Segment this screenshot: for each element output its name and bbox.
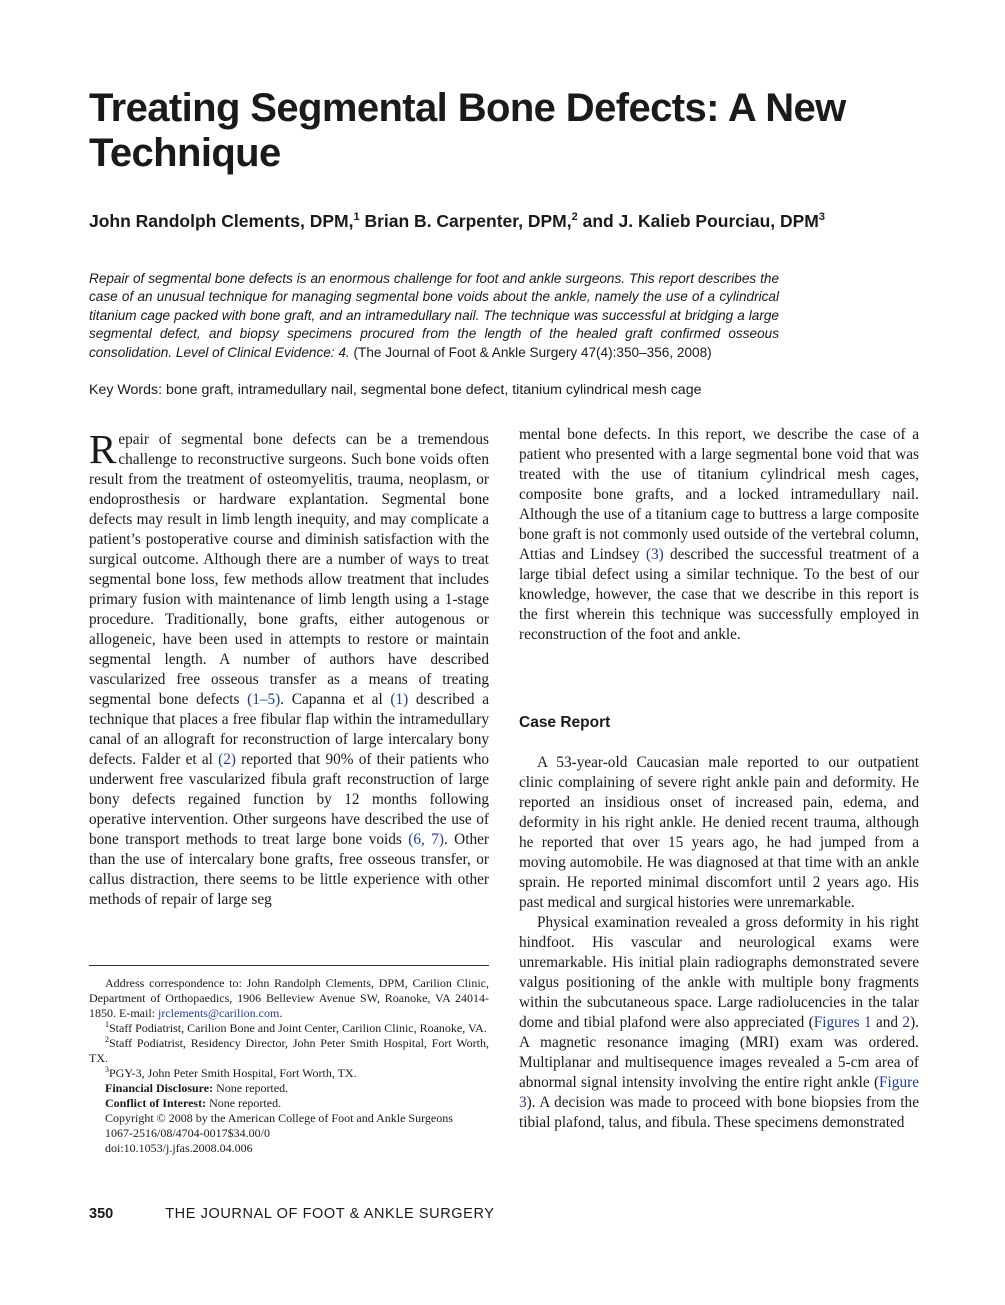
affiliation-mark: 3 [105, 1065, 109, 1074]
email-link[interactable]: jrclements@carilion.com [158, 1006, 280, 1020]
affiliation-text: Staff Podiatrist, Carilion Bone and Joint Center, Carilion Clinic, Roanoke, VA. [109, 1021, 487, 1035]
reference-link[interactable]: (2) [218, 751, 236, 768]
financial-disclosure-value: None reported. [213, 1081, 289, 1095]
footnotes [89, 976, 489, 1156]
abstract [89, 270, 779, 362]
author-name: John Randolph Clements, DPM, [89, 211, 354, 231]
affiliation-note [89, 1021, 489, 1036]
conflict-label: Conflict of Interest: [105, 1096, 207, 1110]
financial-disclosure-label: Financial Disclosure: [105, 1081, 214, 1095]
financial-disclosure [89, 1081, 489, 1096]
reference-link[interactable]: (1–5) [247, 691, 281, 708]
body-text: . Other than the use of intercalary bone grafts, free osseous transfer, or callus distraction, there seems to be little experience with other methods of repair of large seg [89, 831, 490, 908]
footnote-divider [89, 965, 489, 966]
intro-paragraph [89, 426, 490, 910]
reference-link[interactable]: 2 [902, 1014, 911, 1031]
affiliation-mark: 2 [105, 1035, 109, 1044]
page-number: 350 [89, 1206, 114, 1222]
intro-text [89, 426, 490, 908]
journal-citation: (The Journal of Foot & Ankle Surgery 47(4):350–356, 2008) [353, 344, 712, 360]
drop-cap: R [89, 426, 117, 472]
keywords: Key Words: bone graft, intramedullary nail, segmental bone defect, titanium cylindrical mesh cage [89, 382, 702, 398]
correspondence-note [89, 976, 489, 1021]
case-report-paragraph [519, 753, 919, 913]
body-text: Physical examination revealed a gross deformity in his right hindfoot. His vascular and neurological exams were unremarkable. His initial plain radiographs demonstrated severe valgus positioning of the ankle with multiple bony fragments within the subcutaneous space. Large radiolucencies in the talar dome and tibial plafond were also appreciated ( [519, 914, 919, 1031]
body-text: epair of segmental bone defects can be a tremendous challenge to reconstructive surgeons. Such bone voids often result from the treatment of osteomyelitis, trauma, neoplasm, or endoprosthesis or hardware explantation. Segmental bone defects may result in limb length inequity, and may complicate a patient’s postoperative course and diminish satisfaction with the surgical outcome. Although there are a number of ways to treat segmental bone loss, few methods allow treatment that includes primary fusion with maintenance of limb length using a 1-stage procedure. Traditionally, bone grafts, either autogenous or allogeneic, have been used in attempts to restore or maintain segmental length. A number of authors have described vascularized free osseous transfer as a means of treating segmental bone defects [89, 431, 489, 708]
body-column-left [89, 426, 490, 910]
body-text: described a technique that places a free fibular flap within the intramedullary canal of an allograft for reconstruction of large intercalary bony defects. Falder et al [89, 691, 489, 768]
case-report-body [519, 753, 919, 1133]
body-column-right-top [519, 425, 919, 645]
reference-link[interactable]: Figures 1 [813, 1014, 872, 1031]
body-text: and [871, 1014, 903, 1031]
affiliation-text: PGY-3, John Peter Smith Hospital, Fort Worth, TX. [109, 1066, 357, 1080]
affiliation-mark: 1 [105, 1020, 109, 1029]
affiliation-note [89, 1036, 489, 1066]
body-text: ). A decision was made to proceed with bone biopsies from the tibial plafond, talus, and fibula. These specimens demonstrated [519, 1094, 919, 1131]
doi-line: doi:10.1053/j.jfas.2008.04.006 [105, 1141, 253, 1155]
affiliation-note [89, 1066, 489, 1081]
affiliation-text: Staff Podiatrist, Residency Director, John Peter Smith Hospital, Fort Worth, TX. [89, 1036, 489, 1065]
body-text: reported that 90% of their patients who underwent free vascularized fibula graft reconstruction of large bony defects regained function by 12 months following operative intervention. Other surgeons have described the use of bone transport methods to treat large bone voids [89, 751, 490, 848]
reference-link[interactable]: (1) [390, 691, 409, 708]
abstract-text: Repair of segmental bone defects is an enormous challenge for foot and ankle surgeons. This report describes the case of an unusual technique for managing segmental bone voids about the ankle, namely the use of a cylindrical titanium cage packed with bone graft, and an intramedullary nail. The technique was successful at bridging a large segmental defect, and biopsy specimens procured from the length of the healed graft confirmed osseous consolidation. Level of Clinical Evidence: 4. [89, 271, 779, 360]
body-text: ). A magnetic resonance imaging (MRI) exam was ordered. Multiplanar and multisequence images revealed a 5-cm area of abnormal signal intensity involving the entire right ankle ( [519, 1014, 919, 1091]
conflict-of-interest [89, 1096, 489, 1111]
author-list [89, 209, 929, 233]
article-title: Treating Segmental Bone Defects: A New Technique [89, 86, 846, 175]
author-name: Brian B. Carpenter, DPM, [359, 211, 572, 231]
author-name: and J. Kalieb Pourciau, DPM [577, 211, 819, 231]
section-heading-case-report: Case Report [519, 714, 611, 731]
body-text: mental bone defects. In this report, we describe the case of a patient who presented with a large segmental bone void that was treated with the use of titanium cylindrical mesh cages, composite bone grafts, and a locked intramedullary nail. Although the use of a titanium cage to buttress a large composite bone graft is not commonly used outside of the vertebral column, Attias and Lindsey [519, 426, 919, 563]
author-affiliation-mark: 1 [353, 211, 360, 224]
reference-link[interactable]: (3) [645, 546, 664, 563]
author-affiliation-mark: 2 [571, 211, 578, 224]
intro-continued-paragraph [519, 425, 919, 645]
issn-line: 1067-2516/08/4704-0017$34.00/0 [105, 1126, 270, 1140]
correspondence-end: . [279, 1006, 283, 1020]
body-text: A 53-year-old Caucasian male reported to our outpatient clinic complaining of severe right ankle pain and deformity. He reported an insidious onset of increased pain, edema, and deformity in his right ankle. He denied recent trauma, although he reported that over 15 years ago, he had jumped from a moving automobile. He was diagnosed at that time with an ankle sprain. He reported minimal discomfort until 2 years ago. His past medical and surgical histories were unremarkable. [519, 754, 919, 911]
page-footer [89, 1204, 495, 1224]
reference-link[interactable]: (6, 7) [408, 831, 444, 848]
reference-link[interactable]: Figure 3 [519, 1074, 919, 1111]
conflict-value: None reported. [206, 1096, 282, 1110]
case-report-paragraph [519, 913, 919, 1133]
body-text: . Capanna et al [280, 691, 391, 708]
correspondence-text: Address correspondence to: John Randolph Clements, DPM, Carilion Clinic, Department of Orthopaedics, 1906 Belleview Avenue SW, Roanoke, VA 24014-1850. E-mail: [89, 976, 489, 1020]
copyright-line: Copyright © 2008 by the American College of Foot and Ankle Surgeons [105, 1111, 453, 1125]
author-affiliation-mark: 3 [818, 211, 826, 224]
body-text: described the successful treatment of a large tibial defect using a similar technique. To the best of our knowledge, however, the case that we describe in this report is the first wherein this technique was successfully employed in reconstruction of the foot and ankle. [519, 546, 919, 643]
journal-name: THE JOURNAL OF FOOT & ANKLE SURGERY [165, 1206, 495, 1222]
